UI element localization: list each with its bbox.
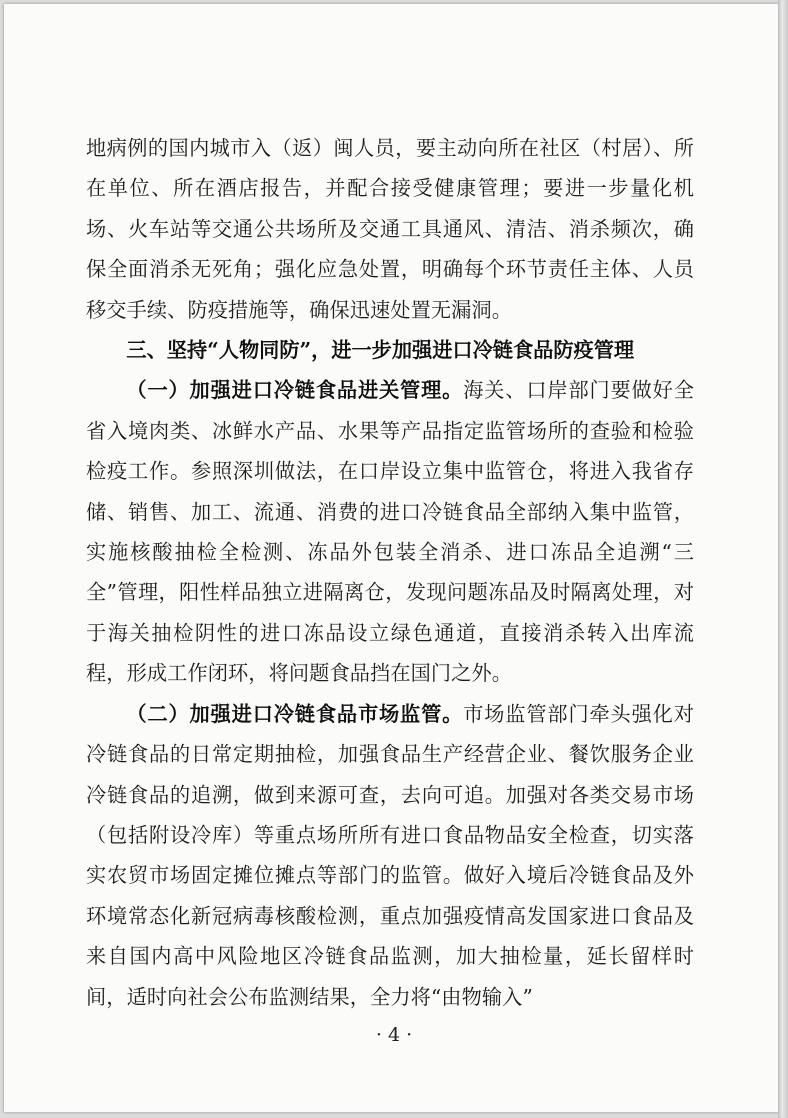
subsection-1 (86, 370, 694, 693)
subsection-2-body: 市场监管部门牵头强化对冷链食品的日常定期抽检，加强食品生产经营企业、餐饮服务企业冷链食品的追溯，做到来源可查，去向可追。加强对各类交易市场（包括附设冷库）等重点场所所有进口食品物品安全检查，切实落实农贸市场固定摊位摊点等部门的监管。做好入境后冷链食品及外环境常态化新冠病毒核酸检测，重点加强疫情高发国家进口食品及来自国内高中风险地区冷链食品监测，加大抽检量，延长留样时间，适时向社会公布监测结果，全力将“由物输入” (86, 701, 694, 1009)
subsection-1-title: （一）加强进口冷链食品进关管理。 (126, 378, 464, 403)
document-body (86, 128, 694, 1017)
section-heading: 三、坚持“人物同防”，进一步加强进口冷链食品防疫管理 (126, 338, 635, 363)
scan-edge (778, 0, 788, 1118)
page-number: · 4 · (375, 1024, 413, 1046)
subsection-2-title: （二）加强进口冷链食品市场监管。 (126, 701, 464, 726)
subsection-1-body: 海关、口岸部门要做好全省入境肉类、冰鲜水产品、水果等产品指定监管场所的查验和检验检疫工作。参照深圳做法，在口岸设立集中监管仓，将进入我省存储、销售、加工、流通、消费的进口冷链食品全部纳入集中监管，实施核酸抽检全检测、冻品外包装全消杀、进口冻品全追溯“三全”管理，阳性样品独立进隔离仓，发现问题冻品及时隔离处理，对于海关抽检阴性的进口冻品设立绿色通道，直接消杀转入出库流程，形成工作闭环，将问题食品挡在国门之外。 (86, 378, 694, 686)
subsection-2 (86, 694, 694, 1017)
intro-paragraph: 地病例的国内城市入（返）闽人员，要主动向所在社区（村居）、所在单位、所在酒店报告，并配合接受健康管理；要进一步量化机场、火车站等交通公共场所及交通工具通风、清洁、消杀频次，确保全面消杀无死角；强化应急处置，明确每个环节责任主体、人员移交手续、防疫措施等，确保迅速处置无漏洞。 (86, 136, 694, 322)
